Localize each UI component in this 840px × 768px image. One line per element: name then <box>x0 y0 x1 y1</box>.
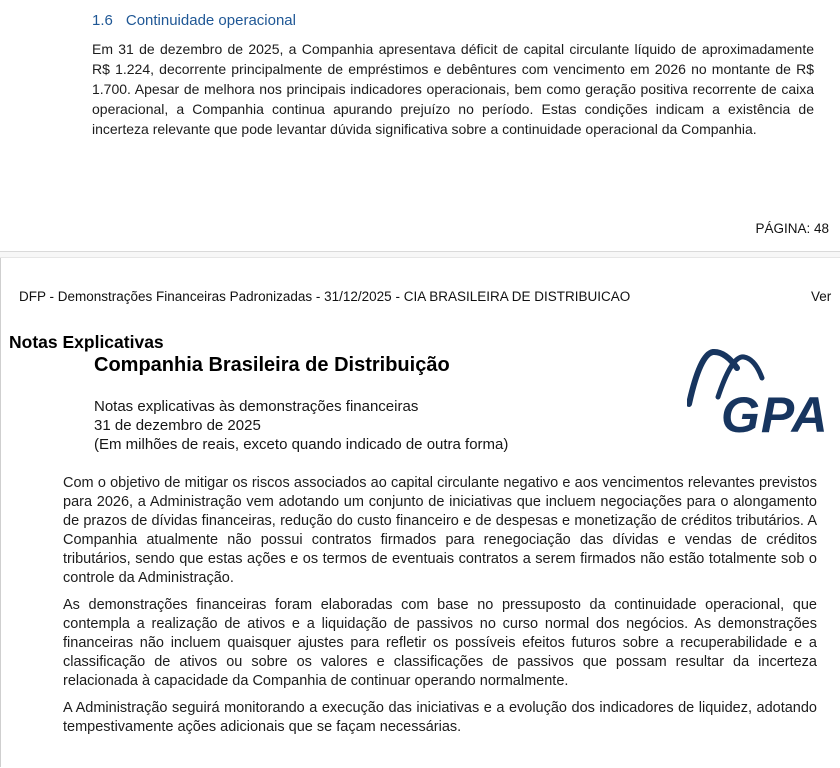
body-paragraph-2: As demonstrações financeiras foram elaboradas com base no pressuposto da continuidade operacional, que contempla a realização de ativos e a liquidação de passivos no curso normal dos negócios. As demonstrações financeiras não incluem quaisquer ajustes para refletir os possíveis efeitos futuros sobre a recuperabilidade e a classificação de ativos ou sobre os valores e classificações de passivos que possam resultar da incerteza relacionada à capacidade da Companhia de continuar operando normalmente. <box>63 597 817 689</box>
notes-title: Notas Explicativas <box>9 332 164 352</box>
body-paragraph-3: A Administração seguirá monitorando a execução das iniciativas e a evolução dos indicadores de liquidez, adotando tempestivamente ações adicionais que se façam necessárias. <box>63 700 817 735</box>
gpa-logo-graphic <box>687 348 835 440</box>
doc-header-title: DFP - Demonstrações Financeiras Padronizadas - 31/12/2025 - CIA BRASILEIRA DE DISTRIBUICAO <box>19 289 631 304</box>
subtitle-line-2: 31 de dezembro de 2025 <box>94 417 261 434</box>
gpa-logo <box>687 348 835 440</box>
company-name: Companhia Brasileira de Distribuição <box>94 354 450 376</box>
page-2 <box>0 258 840 767</box>
page-1 <box>0 0 840 252</box>
notes-body <box>63 474 817 745</box>
body-paragraph-1: Com o objetivo de mitigar os riscos associados ao capital circulante negativo e aos vencimentos relevantes previstos para 2026, a Administração vem adotando um conjunto de iniciativas que incluem negociações para o alongamento de prazos de dívidas financeiras, redução do custo financeiro e de despesas e monetização de créditos tributários. A Companhia atualmente não possui contratos firmados para renegociação das dívidas e vendas de créditos tributários, sendo que estas ações e os termos de eventuais contratos a serem firmados não estão totalmente sob o controle da Administração. <box>63 475 817 586</box>
page-number-label: PÁGINA: 48 <box>755 221 829 236</box>
logo-text: GPA <box>721 387 829 440</box>
section-number: 1.6 <box>92 12 113 29</box>
subtitle-line-3: (Em milhões de reais, exceto quando indicado de outra forma) <box>94 436 509 453</box>
doc-header-version: Ver <box>811 289 832 304</box>
section-heading <box>92 12 296 29</box>
notes-subtitle <box>94 397 508 454</box>
continuity-paragraph: Em 31 de dezembro de 2025, a Companhia apresentava déficit de capital circulante líquido de aproximadamente R$ 1.224, decorrente principalmente de empréstimos e debêntures com vencimento em 2026 no montante de R$ 1.700. Apesar de melhora nos principais indicadores operacionais, bem como geração positiva recorrente de caixa operacional, a Companhia continua apurando prejuízo no período. Estas condições indicam a existência de incerteza relevante que pode levantar dúvida significativa sobre a continuidade operacional da Companhia. <box>92 41 814 137</box>
subtitle-line-1: Notas explicativas às demonstrações financeiras <box>94 398 419 415</box>
section-title: Continuidade operacional <box>125 12 296 29</box>
